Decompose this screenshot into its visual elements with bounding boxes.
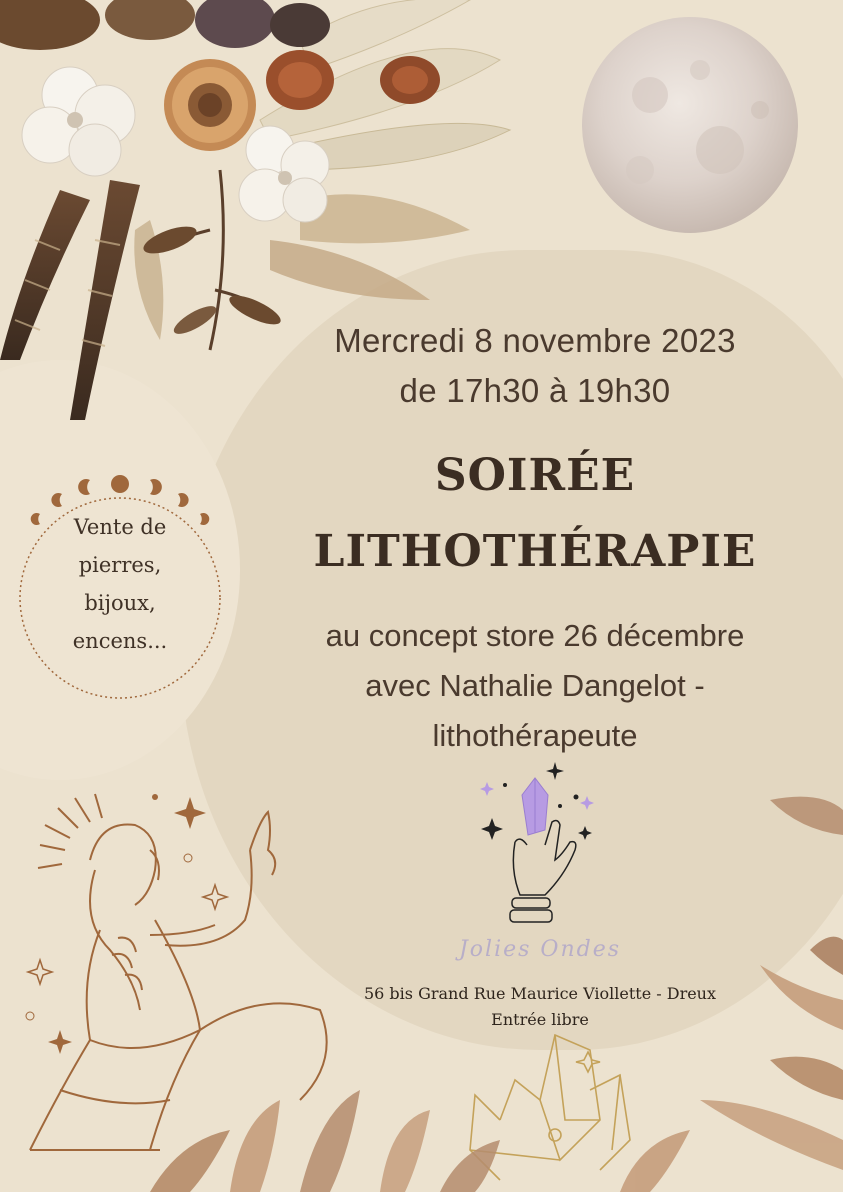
circle-text-line2: pierres, [78,553,162,577]
logo-wordmark: Jolies Ondes [458,937,622,962]
event-address: 56 bis Grand Rue Maurice Viollette - Dreux [363,984,717,1003]
woman-line-art-illustration [30,794,327,1150]
crystal-hand-icon [480,762,594,922]
host-line: avec Nathalie Dangelot - [365,668,705,703]
circle-text-line3: bijoux, [84,591,156,615]
event-title-line2: LITHOTHÉRAPIE [313,526,757,577]
venue-line: au concept store 26 décembre [325,618,745,653]
crystal-cluster-illustration [470,1035,630,1180]
circle-text-line4: encens... [72,629,168,653]
moon-icon [582,17,798,233]
host-title-line: lithothérapeute [432,718,638,753]
event-date: Mercredi 8 novembre 2023 [334,322,736,359]
circle-text-line1: Vente de [73,515,167,539]
event-title-line1: SOIRÉE [434,450,636,501]
entry-info: Entrée libre [491,1010,589,1029]
event-time: de 17h30 à 19h30 [399,372,671,409]
